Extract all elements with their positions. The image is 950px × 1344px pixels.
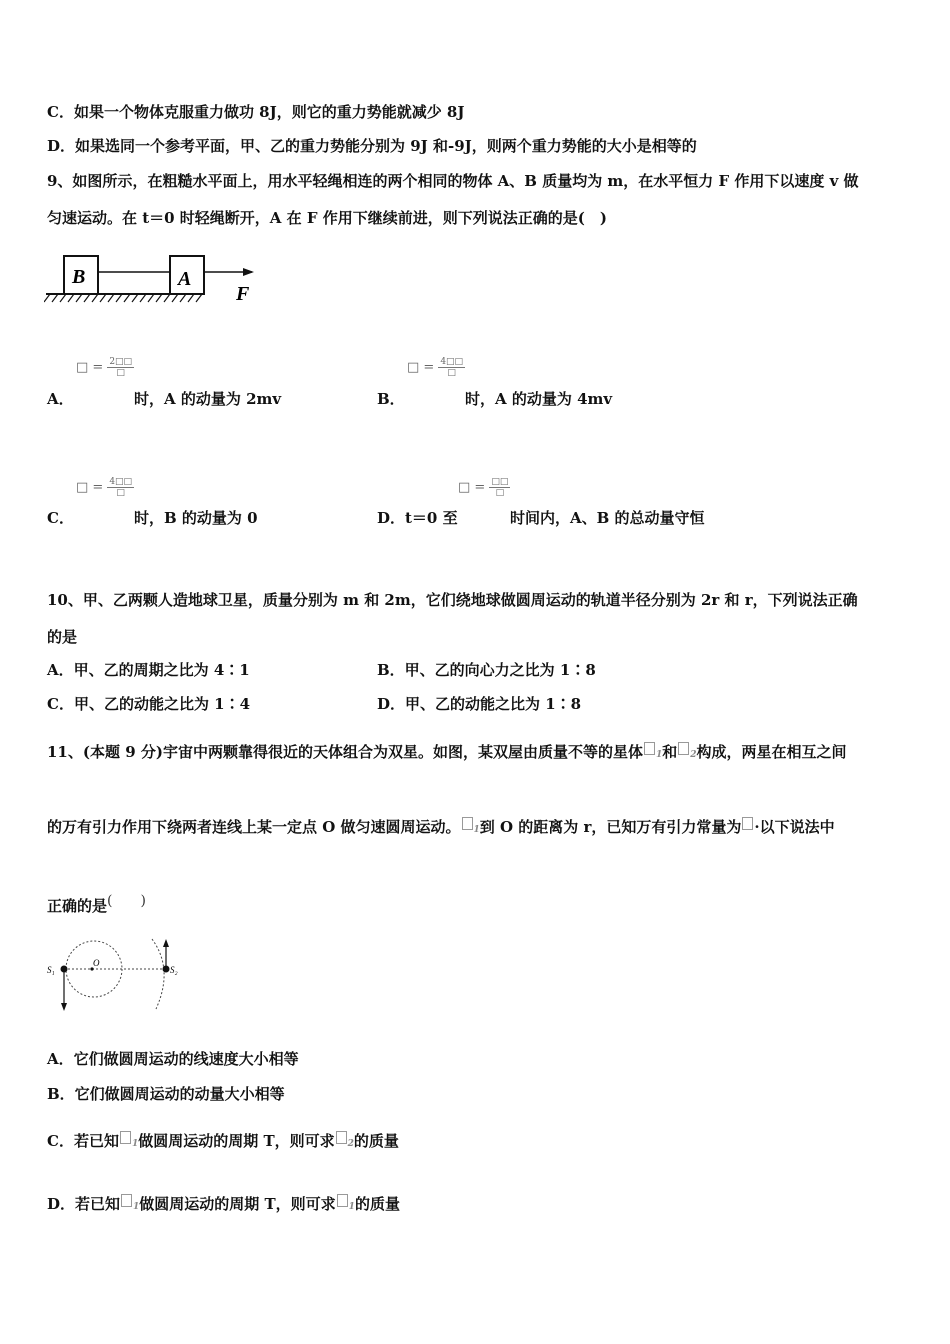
q11-stem-line2-b: 到 O 的距离为 r，已知万有引力常量为 <box>479 818 742 836</box>
label-b: B <box>72 266 86 288</box>
q11-sub-1b: 1 <box>473 825 480 835</box>
q8-option-c: C．如果一个物体克服重力做功 8J，则它的重力势能就减少 8J <box>47 103 465 121</box>
q9-option-d-letter: D．t＝0 至 <box>377 509 458 527</box>
q11-stem-line1-b: 构成，两星在相互之间 <box>696 743 847 761</box>
formula-placeholder-icon <box>337 1194 348 1207</box>
formula-placeholder-icon <box>120 1131 131 1144</box>
q9-a-eq: □ = <box>76 360 104 375</box>
formula-placeholder-icon <box>336 1131 347 1144</box>
formula-placeholder-icon <box>678 742 689 755</box>
q9-d-num: □□ <box>491 477 509 487</box>
q9-d-eq: □ = <box>458 480 486 495</box>
q8-option-d: D．如果选同一个参考平面，甲、乙的重力势能分别为 9J 和-9J，则两个重力势能的大小是相等的 <box>47 137 697 155</box>
formula-placeholder-icon <box>121 1194 132 1207</box>
q11-option-d <box>47 1194 400 1217</box>
q11-c-post: 的质量 <box>353 1132 399 1150</box>
q11-d-i1: 1 <box>133 1202 140 1212</box>
q9-d-formula <box>458 477 510 498</box>
q11-stem-line1 <box>47 742 847 765</box>
q9-option-c-text: 时，B 的动量为 0 <box>134 509 258 527</box>
q9-stem-line2: 匀速运动。在 t＝0 时轻绳断开，A 在 F 作用下继续前进，则下列说法正确的是( ) <box>47 209 607 227</box>
q9-c-formula <box>76 477 134 498</box>
q11-c-mid: 做圆周运动的周期 T，则可求 <box>138 1132 335 1150</box>
q11-stem-line2-a: 的万有引力作用下绕两者连线上某一定点 O 做匀速圆周运动。 <box>47 818 461 836</box>
q9-stem-line1: 9、如图所示，在粗糙水平面上，用水平轻绳相连的两个相同的物体 A、B 质量均为 m，在水平恒力 F 作用下以速度 v 做 <box>47 172 859 190</box>
q9-b-formula <box>407 357 465 378</box>
q11-option-c <box>47 1131 399 1154</box>
q9-option-a-letter: A． <box>47 390 74 408</box>
q11-d-i2: 1 <box>348 1202 355 1212</box>
q9-a-num: 2□□ <box>109 357 133 367</box>
q9-b-num: 4□□ <box>440 357 464 367</box>
label-o: O <box>93 958 100 968</box>
q11-stem-line2 <box>47 817 835 840</box>
q10-option-c: C．甲、乙的动能之比为 1∶4 <box>47 695 251 713</box>
q11-c-pre: C．若已知 <box>47 1132 119 1150</box>
q9-option-d-text: 时间内，A、B 的总动量守恒 <box>510 509 705 527</box>
q10-option-d: D．甲、乙的动能之比为 1∶8 <box>377 695 582 713</box>
q10-option-b: B．甲、乙的向心力之比为 1∶8 <box>377 661 596 679</box>
q11-d-post: 的质量 <box>354 1195 400 1213</box>
q9-a-formula <box>76 357 134 378</box>
q11-stem-line1-a: 11、(本题 9 分)宇宙中两颗靠得很近的天体组合为双星。如图，某双屋由质量不等的星体 <box>47 743 643 761</box>
q9-option-a-text: 时，A 的动量为 2mv <box>134 390 282 408</box>
q9-c-den: □ <box>116 488 125 498</box>
q11-option-b: B．它们做圆周运动的动量大小相等 <box>47 1085 285 1103</box>
formula-placeholder-icon <box>644 742 655 755</box>
q11-stem-line3 <box>47 891 146 916</box>
label-s1: S₁ <box>47 965 55 975</box>
q11-option-a: A．它们做圆周运动的线速度大小相等 <box>47 1050 299 1068</box>
q9-a-den: □ <box>116 368 125 378</box>
q11-figure-binary-star <box>44 935 194 1015</box>
q10-stem-line2: 的是 <box>47 628 78 646</box>
q9-c-num: 4□□ <box>109 477 133 487</box>
q11-stem-line3-text: 正确的是 <box>47 897 108 915</box>
q9-b-den: □ <box>447 368 456 378</box>
q10-option-a: A．甲、乙的周期之比为 4∶1 <box>47 661 250 679</box>
q9-d-den: □ <box>495 488 505 498</box>
q9-b-eq: □ = <box>407 360 435 375</box>
label-f: F <box>236 283 250 305</box>
q11-sub-1: 1 <box>655 750 663 760</box>
label-s2: S₂ <box>170 965 178 975</box>
q11-c-i1: 1 <box>131 1139 139 1149</box>
q11-sub-2: 2 <box>690 750 697 760</box>
q9-option-b-text: 时，A 的动量为 4mv <box>465 390 613 408</box>
q11-d-mid: 做圆周运动的周期 T，则可求 <box>139 1195 336 1213</box>
q11-stem-line2-c: ·以下说法中 <box>754 818 835 836</box>
q9-c-eq: □ = <box>76 480 104 495</box>
q9-option-b-letter: B． <box>377 390 405 408</box>
q9-option-c-letter: C． <box>47 509 74 527</box>
q9-figure-blocks <box>44 240 264 310</box>
formula-placeholder-icon <box>462 817 473 830</box>
label-a: A <box>178 268 192 290</box>
q11-c-i2: 2 <box>347 1139 354 1149</box>
q10-stem-line1: 10、甲、乙两颗人造地球卫星，质量分别为 m 和 2m，它们绕地球做圆周运动的轨道半径分别为 2r 和 r，下列说法正确 <box>47 591 858 609</box>
q11-and: 和 <box>662 743 678 761</box>
q11-answer-paren: ( ) <box>107 893 146 909</box>
q11-d-pre: D．若已知 <box>47 1195 121 1213</box>
formula-placeholder-icon <box>742 817 753 830</box>
